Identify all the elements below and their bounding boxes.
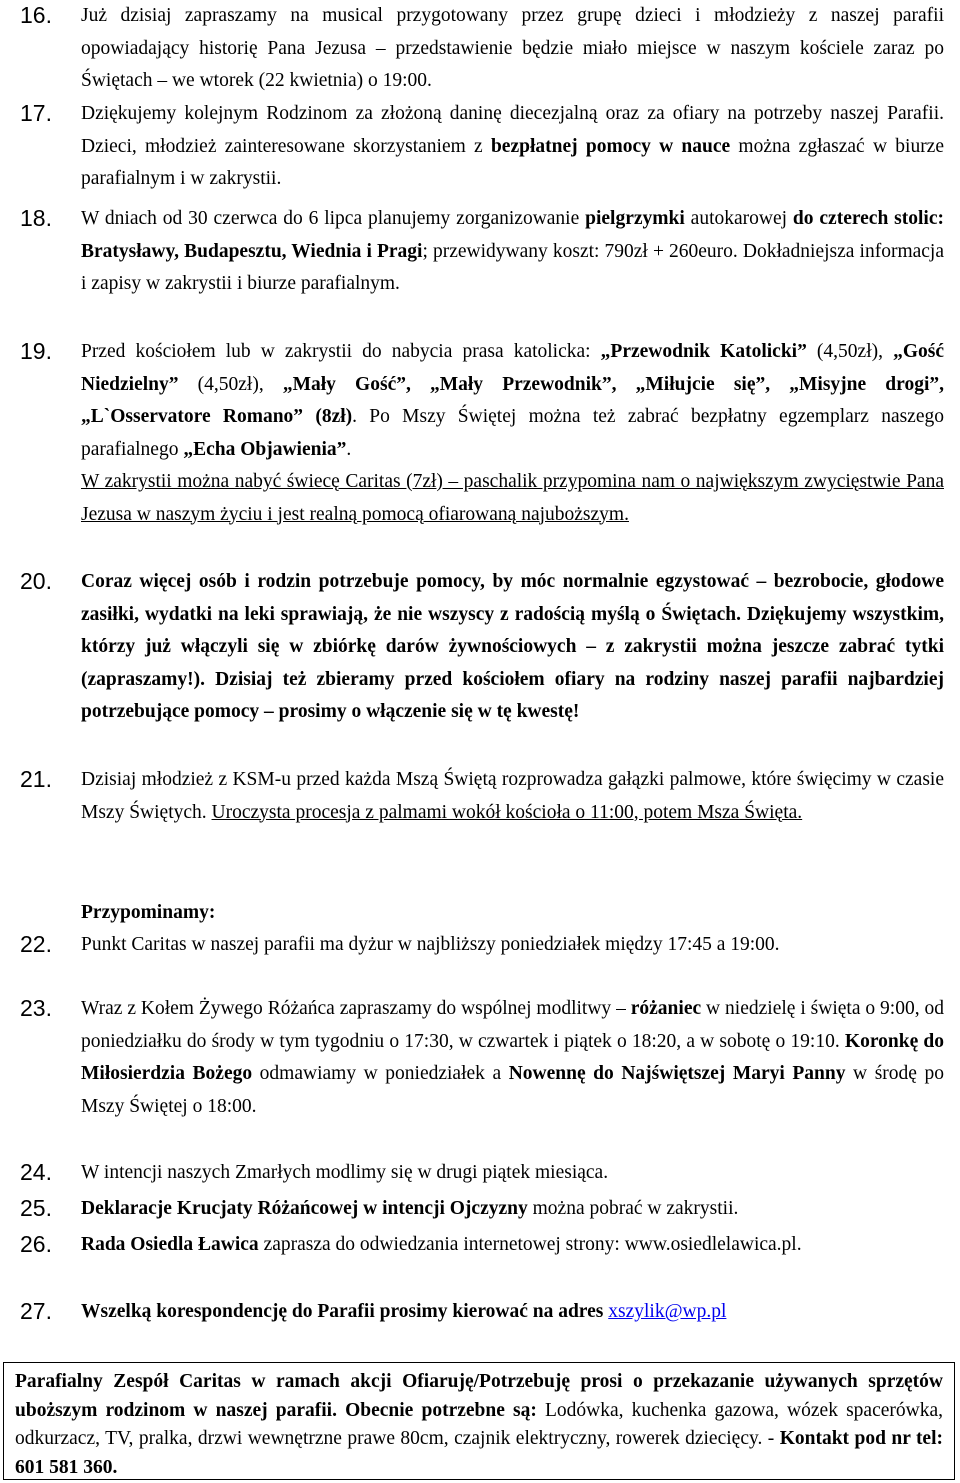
reminders-heading: Przypominamy: xyxy=(81,902,216,923)
item-bold-text: Deklaracje Krucjaty Różańcowej w intencji Ojczyzny xyxy=(81,1198,528,1219)
announcement-18 xyxy=(0,203,960,301)
item-text: Już dzisiaj zapraszamy na musical przygotowany przez grupę dzieci i młodzieży z naszej parafii opowiadający historię Pana Jezusa – przedstawienie będzie miało miejsce w naszym kościele zaraz po Świętach – we wtorek (22 kwietnia) o 19:00. xyxy=(81,5,944,91)
candle-note: W zakrystii można nabyć świecę Caritas (7zł) – paschalik przypomina nam o największym zwycięstwie Pana Jezusa w naszym życiu i jest realną pomocą ofiarowaną najuboższym. xyxy=(81,471,944,525)
item-text: (4,50zł), xyxy=(178,373,283,395)
item-number: 19. xyxy=(20,338,52,364)
item-number: 24. xyxy=(20,1159,52,1185)
item-bold-text: do czterech stolic: Bratysławy, Budapesztu, Wiednia i Pragi xyxy=(81,208,944,262)
item-number: 21. xyxy=(20,766,52,792)
item-text: Dziękujemy kolejnym Rodzinom za złożoną daninę diecezjalną oraz za ofiary na potrzeby naszej Parafii. Dzieci, młodzież zainteresowane skorzystaniem z xyxy=(81,103,944,157)
item-bold-text: Koronkę do Miłosierdzia Bożego xyxy=(81,1030,944,1084)
procession-note: Uroczysta procesja z palmami wokół kościoła o 11:00, potem Msza Święta. xyxy=(211,801,803,823)
item-text: . xyxy=(346,438,352,460)
reminder-22 xyxy=(0,929,960,962)
item-text: Przed kościołem lub w zakrystii do nabycia prasa katolicka: xyxy=(81,341,601,362)
item-bold-text: „Mały Gość”, „Mały Przewodnik”, „Miłujcie się”, „Misyjne drogi”, „L`Osservatore Romano” (8zł) xyxy=(81,373,944,427)
reminder-23 xyxy=(0,993,960,1123)
item-number: 23. xyxy=(20,995,52,1021)
item-bold-text: Nowennę do Najświętszej Maryi Panny xyxy=(508,1063,846,1084)
item-text: (4,50zł), xyxy=(806,341,894,362)
contact-phone: Kontakt pod nr tel: 601 581 360. xyxy=(15,1428,944,1478)
item-bold-text: „Gość Niedzielny” xyxy=(81,341,945,395)
item-text: w środę po Mszy Świętej o 18:00. xyxy=(81,1063,944,1117)
item-number: 26. xyxy=(20,1231,52,1257)
reminder-27 xyxy=(0,1296,960,1329)
item-text: można pobrać w zakrystii. xyxy=(527,1198,739,1219)
announcement-16 xyxy=(0,0,960,98)
reminder-24 xyxy=(0,1157,960,1190)
item-text: odmawiamy w poniedziałek a xyxy=(252,1063,509,1084)
item-text: Wraz z Kołem Żywego Różańca zapraszamy do wspólnej modlitwy – xyxy=(81,998,631,1019)
reminder-25 xyxy=(0,1193,960,1226)
item-text: W dniach od 30 czerwca do 6 lipca planujemy zorganizowanie xyxy=(81,208,586,229)
item-bold-text: „Przewodnik Katolicki” xyxy=(600,341,807,362)
item-bold-text: różaniec xyxy=(630,998,702,1019)
item-text: . Po Mszy Świętej można też zabrać bezpłatny egzemplarz naszego parafialnego xyxy=(81,406,944,460)
item-number: 18. xyxy=(20,205,52,231)
notice-text: Lodówka, kuchenka gazowa, wózek spacerówka, odkurzacz, TV, pralka, drzwi wewnętrzne prawe 80cm, czajnik elektryczny, rowerek dziecięcy. - xyxy=(15,1399,943,1449)
item-text: Punkt Caritas w naszej parafii ma dyżur w najbliższy poniedziałek między 17:45 a 19:00. xyxy=(81,934,780,955)
reminder-26 xyxy=(0,1229,960,1262)
item-bold-text: Wszelką korespondencję do Parafii prosimy kierować na adres xyxy=(81,1301,604,1322)
announcement-17 xyxy=(0,98,960,196)
announcement-21 xyxy=(0,764,960,829)
email-link[interactable]: xszylik@wp.pl xyxy=(608,1301,727,1322)
item-text: ; przewidywany koszt: 790zł + 260euro. Dokładniejsza informacja i zapisy w zakrystii i biurze parafialnym. xyxy=(81,240,944,294)
item-number: 16. xyxy=(20,2,52,28)
item-text: w niedzielę i święta o 9:00, od poniedziałku do środy w tym tygodniu o 17:30, w czwartek i piątek o 18:20, a w sobotę o 19:10. xyxy=(81,998,945,1052)
item-number: 17. xyxy=(20,100,52,126)
item-text: Dzisiaj młodzież z KSM-u przed każda Mszą Świętą rozprowadza gałązki palmowe, które święcimy w czasie Mszy Świętych. xyxy=(81,769,944,823)
item-number: 22. xyxy=(20,931,52,957)
announcement-20 xyxy=(0,566,960,729)
item-bold-text: pielgrzymki xyxy=(585,208,685,229)
caritas-notice-box xyxy=(3,1362,955,1480)
announcement-19 xyxy=(0,336,960,531)
item-bold-text: Coraz więcej osób i rodzin potrzebuje pomocy, by móc normalnie egzystować – bezrobocie, głodowe zasiłki, wydatki na leki sprawiają, że nie wszyscy z radością myślą o Świętach. Dziękujemy wszystkim, którzy już włączyli się w zbiórkę darów żywnościowych – z zakrystii można jeszcze zabrać tytki (zapraszamy!). Dzisiaj też zbieramy przed kościołem ofiary na rodziny naszej parafii najbardziej potrzebujące pomocy – prosimy o włączenie się w tę kwestę! xyxy=(81,571,944,722)
item-text: W intencji naszych Zmarłych modlimy się w drugi piątek miesiąca. xyxy=(81,1162,609,1183)
item-text: zaprasza do odwiedzania internetowej strony: www.osiedlelawica.pl. xyxy=(258,1234,802,1255)
item-text: autokarowej xyxy=(684,208,793,229)
item-text: można zgłaszać w biurze parafialnym i w zakrystii. xyxy=(81,135,944,189)
item-bold-text: Rada Osiedla Ławica xyxy=(81,1234,259,1255)
item-number: 27. xyxy=(20,1298,52,1324)
item-number: 25. xyxy=(20,1195,52,1221)
notice-bold-text: Parafialny Zespół Caritas w ramach akcji Ofiaruję/Potrzebuję prosi o przekazanie używanych sprzętów uboższym rodzinom w naszej parafii. Obecnie potrzebne są: xyxy=(15,1371,943,1421)
item-number: 20. xyxy=(20,568,52,594)
item-bold-text: „Echa Objawienia” xyxy=(183,438,347,460)
item-bold-text: bezpłatnej pomocy w nauce xyxy=(490,135,731,157)
